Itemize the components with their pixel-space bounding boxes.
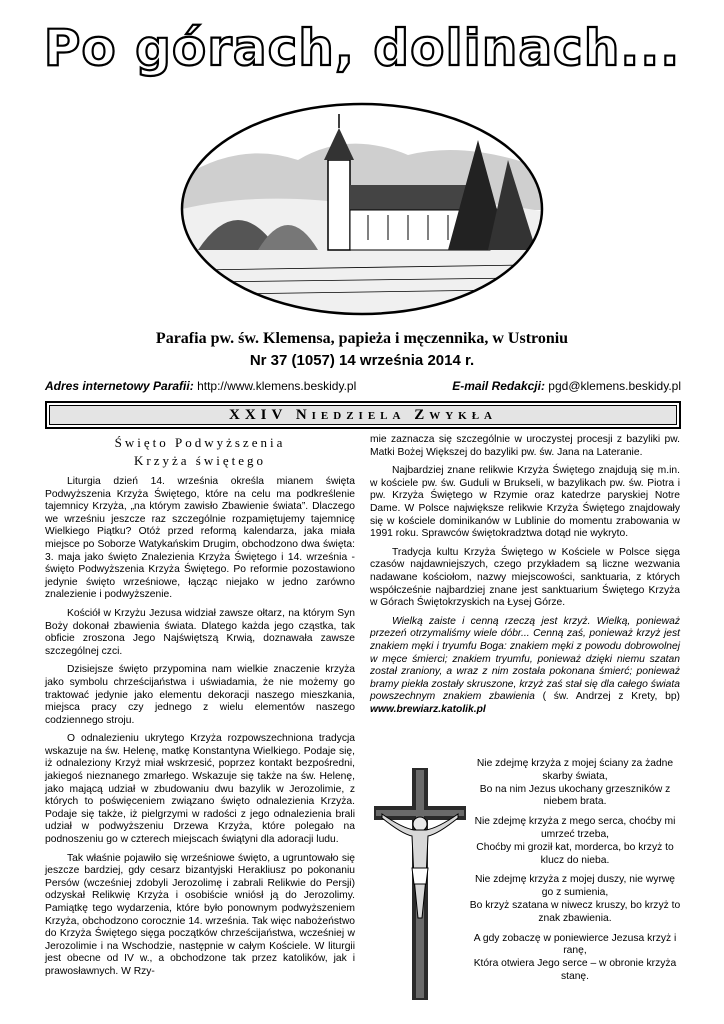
website-label: Adres internetowy Parafii: <box>45 379 194 393</box>
poem <box>468 758 682 991</box>
article-right-column <box>370 434 680 722</box>
contact-line <box>45 379 681 393</box>
poem-stanza <box>468 758 682 809</box>
quote-paragraph <box>370 616 680 717</box>
poem-stanza <box>468 816 682 867</box>
poem-line: Która otwiera Jego serce – w obronie krzyża stanę. <box>473 958 677 982</box>
poem-line: Bo na nim Jezus ukochany grzeszników z niebem brata. <box>479 783 671 808</box>
email-link[interactable]: pgd@klemens.beskidy.pl <box>548 379 681 393</box>
article-title <box>45 434 355 470</box>
poem-line: A gdy zobaczę w poniewierce Jezusa krzyż i ranę, <box>473 932 677 957</box>
paragraph: mie zaznacza się szczególnie w uroczystej procesji z bazyliki pw. Matki Bożej Większej do bazyliki pw. św. Jana na Lateranie. <box>370 434 680 458</box>
paragraph: Tradycja kultu Krzyża Świętego w Kościele w Polsce sięga czasów najdawniejszych, czego przykładem są liczne wezwania nadawane kościołom, nazwy miejscowości, sanktuaria, z których współcześnie najbardziej znane jest sanktuarium Świętego Krzyża w Górach Świętokrzyskich na Łysej Górze. <box>370 546 680 609</box>
website-link[interactable]: http://www.klemens.beskidy.pl <box>197 379 357 393</box>
article-title-line1: Święto Podwyższenia <box>114 435 286 450</box>
poem-stanza <box>468 933 682 984</box>
poem-line: Nie zdejmę krzyża z mego serca, choćby mi umrzeć trzeba, <box>474 816 676 840</box>
website-info <box>45 379 356 393</box>
article-title-line2: Krzyża świętego <box>134 453 266 468</box>
poem-line: Nie zdejmę krzyża z mojej ściany za żadne skarby świata, <box>476 758 674 782</box>
quote-source: ( św. Andrzej z Krety, bp) <box>542 691 680 703</box>
poem-line: Nie zdejmę krzyża z mojej duszy, nie wyrwę go z sumienia, <box>474 874 676 899</box>
poem-line: Choćby mi groził kat, morderca, bo krzyż to klucz do nieba. <box>476 841 674 866</box>
poem-stanza <box>468 874 682 925</box>
paragraph: O odnalezieniu ukrytego Krzyża rozpowszechniona tradycja wskazuje na św. Helenę, matkę Konstantyna Wielkiego. Podaje się, iż odnaleziony Krzyż miał wskrzesić, poprzez kontakt bezpośredni, jakiegoś nieznanego zmarłego. Wskazuje się także na św. Helenę, jako mającą udział w zbudowaniu dwu bazylik w Jerozolimie, z których to poświęceniem związano święto odnalezienia Krzyża. Podaje się także, iż pielgrzymi w radości z jego odnalezienia brali udział w podwyższeniu Drzewa Krzyża, które polegało na podnoszeniu go w czterech miejscach świątyni dla adoracji ludu. <box>45 733 355 846</box>
church-illustration <box>178 100 546 318</box>
issue-number: Nr 37 (1057) 14 września 2014 r. <box>249 352 475 369</box>
email-info <box>452 379 681 393</box>
quote-text: Wielką zaiste i cenną rzeczą jest krzyż. Wielką, ponieważ przezeń otrzymaliśmy wiele dóbr... Cenną zaś, ponieważ krzyż jest znakiem męki i tryumfu Boga: znakiem męki z powodu dobrowolnej w męce śmierci; znakiem tryumfu, ponieważ dzięki niemu szatan został zraniony, a wraz z nim została pokonana śmierć; ponieważ bramy piekła zostały skruszone, krzyż zaś stał się dla całego świata powszechnym znakiem zbawienia <box>370 615 680 703</box>
paragraph: Najbardziej znane relikwie Krzyża Świętego znajdują się m.in. w kościele pw. św. Guduli w Brukseli, w bazylikach pw. św. Piotra i pw. Krzyża Świętego w Rzymie oraz katedrze paryskiej Notre Dame. W Polsce największe relikwie Krzyża Świętego znajdowały się w kościele dominikanów w Lublinie do momentu zrabowania w 1991 roku. Sprawców świętokradztwa dotąd nie wykryto. <box>370 465 680 540</box>
sunday-title: XXIV Niedziela Zwykła <box>229 407 497 423</box>
crucifix-image <box>374 768 466 1000</box>
paragraph: Liturgia dzień 14. września określa mianem święta Podwyższenia Krzyża Świętego, które na celu ma podkreślenie tajemnicy Krzyża, „na którym zawisło Zbawienie świata”. Dlaczego we wrześniu jeszcze raz szczególnie rozpamiętujemy tajemnicę Wielkiego Piątku? Otóż przed reformą kalendarza, jaka miała miejsce po Soborze Watykańskim Drugim, obchodzono dwa święta: 3. maja jako święto Znalezienia Krzyża Świętego i 14. września - święto Podwyższenia Krzyża Świętego. Po reformie pozostawiono jedynie święto wrześniowe, łącząc niejako w jedno zarówno znalezienie i podwyższenie. <box>45 476 355 601</box>
masthead-title: Po górach, dolinach... <box>43 19 681 77</box>
poem-line: Bo krzyż szatana w niwecz kruszy, bo krzyż to znak zbawienia. <box>469 899 681 924</box>
article-left-column <box>45 434 355 985</box>
paragraph: Tak właśnie pojawiło się wrześniowe święto, a ugruntowało się jeszcze bardziej, gdy cesarz bizantyjski Herakliusz po pokonaniu Persów (wcześniej zdobyli Jerozolimę i zabrali Relikwie do Persji) odzyskał Relikwię Krzyża i osobiście wniósł ją do Jerozolimy. Pamiątkę tego wydarzenia, które było ponownym podwyższeniem Krzyża, obchodzono corocznie 14. września. Tak więc nabożeństwo do Krzyża Świętego sięga początków chrześcijaństwa, wcześniej w Jerozolimie i na Wschodzie, następnie w całym Kościele. W liturgii jest obecne od IV w., a obchodzone tak przez katolików, jak i prawosławnych. W Rzy- <box>45 852 355 977</box>
sunday-banner <box>45 401 681 429</box>
paragraph: Kościół w Krzyżu Jezusa widział zawsze ołtarz, na którym Syn Boży dokonał zbawienia świata. Dlatego każda jego cząstka, tak obficie zroszona Jego Najświętszą Krwią, doznawała zawsze szczególnej czci. <box>45 607 355 657</box>
parish-name: Parafia pw. św. Klemensa, papieża i męczennika, w Ustroniu <box>155 330 569 347</box>
email-label: E-mail Redakcji: <box>452 379 545 393</box>
quote-link[interactable]: www.brewiarz.katolik.pl <box>370 703 486 715</box>
paragraph: Dzisiejsze święto przypomina nam wielkie znaczenie krzyża jako symbolu chrześcijaństwa i uświadamia, że nie możemy go traktować jedynie jako elementu dekoracji naszego mieszkania, miejsca pracy czy jednego z wielu elementów naszego codziennego stroju. <box>45 664 355 726</box>
